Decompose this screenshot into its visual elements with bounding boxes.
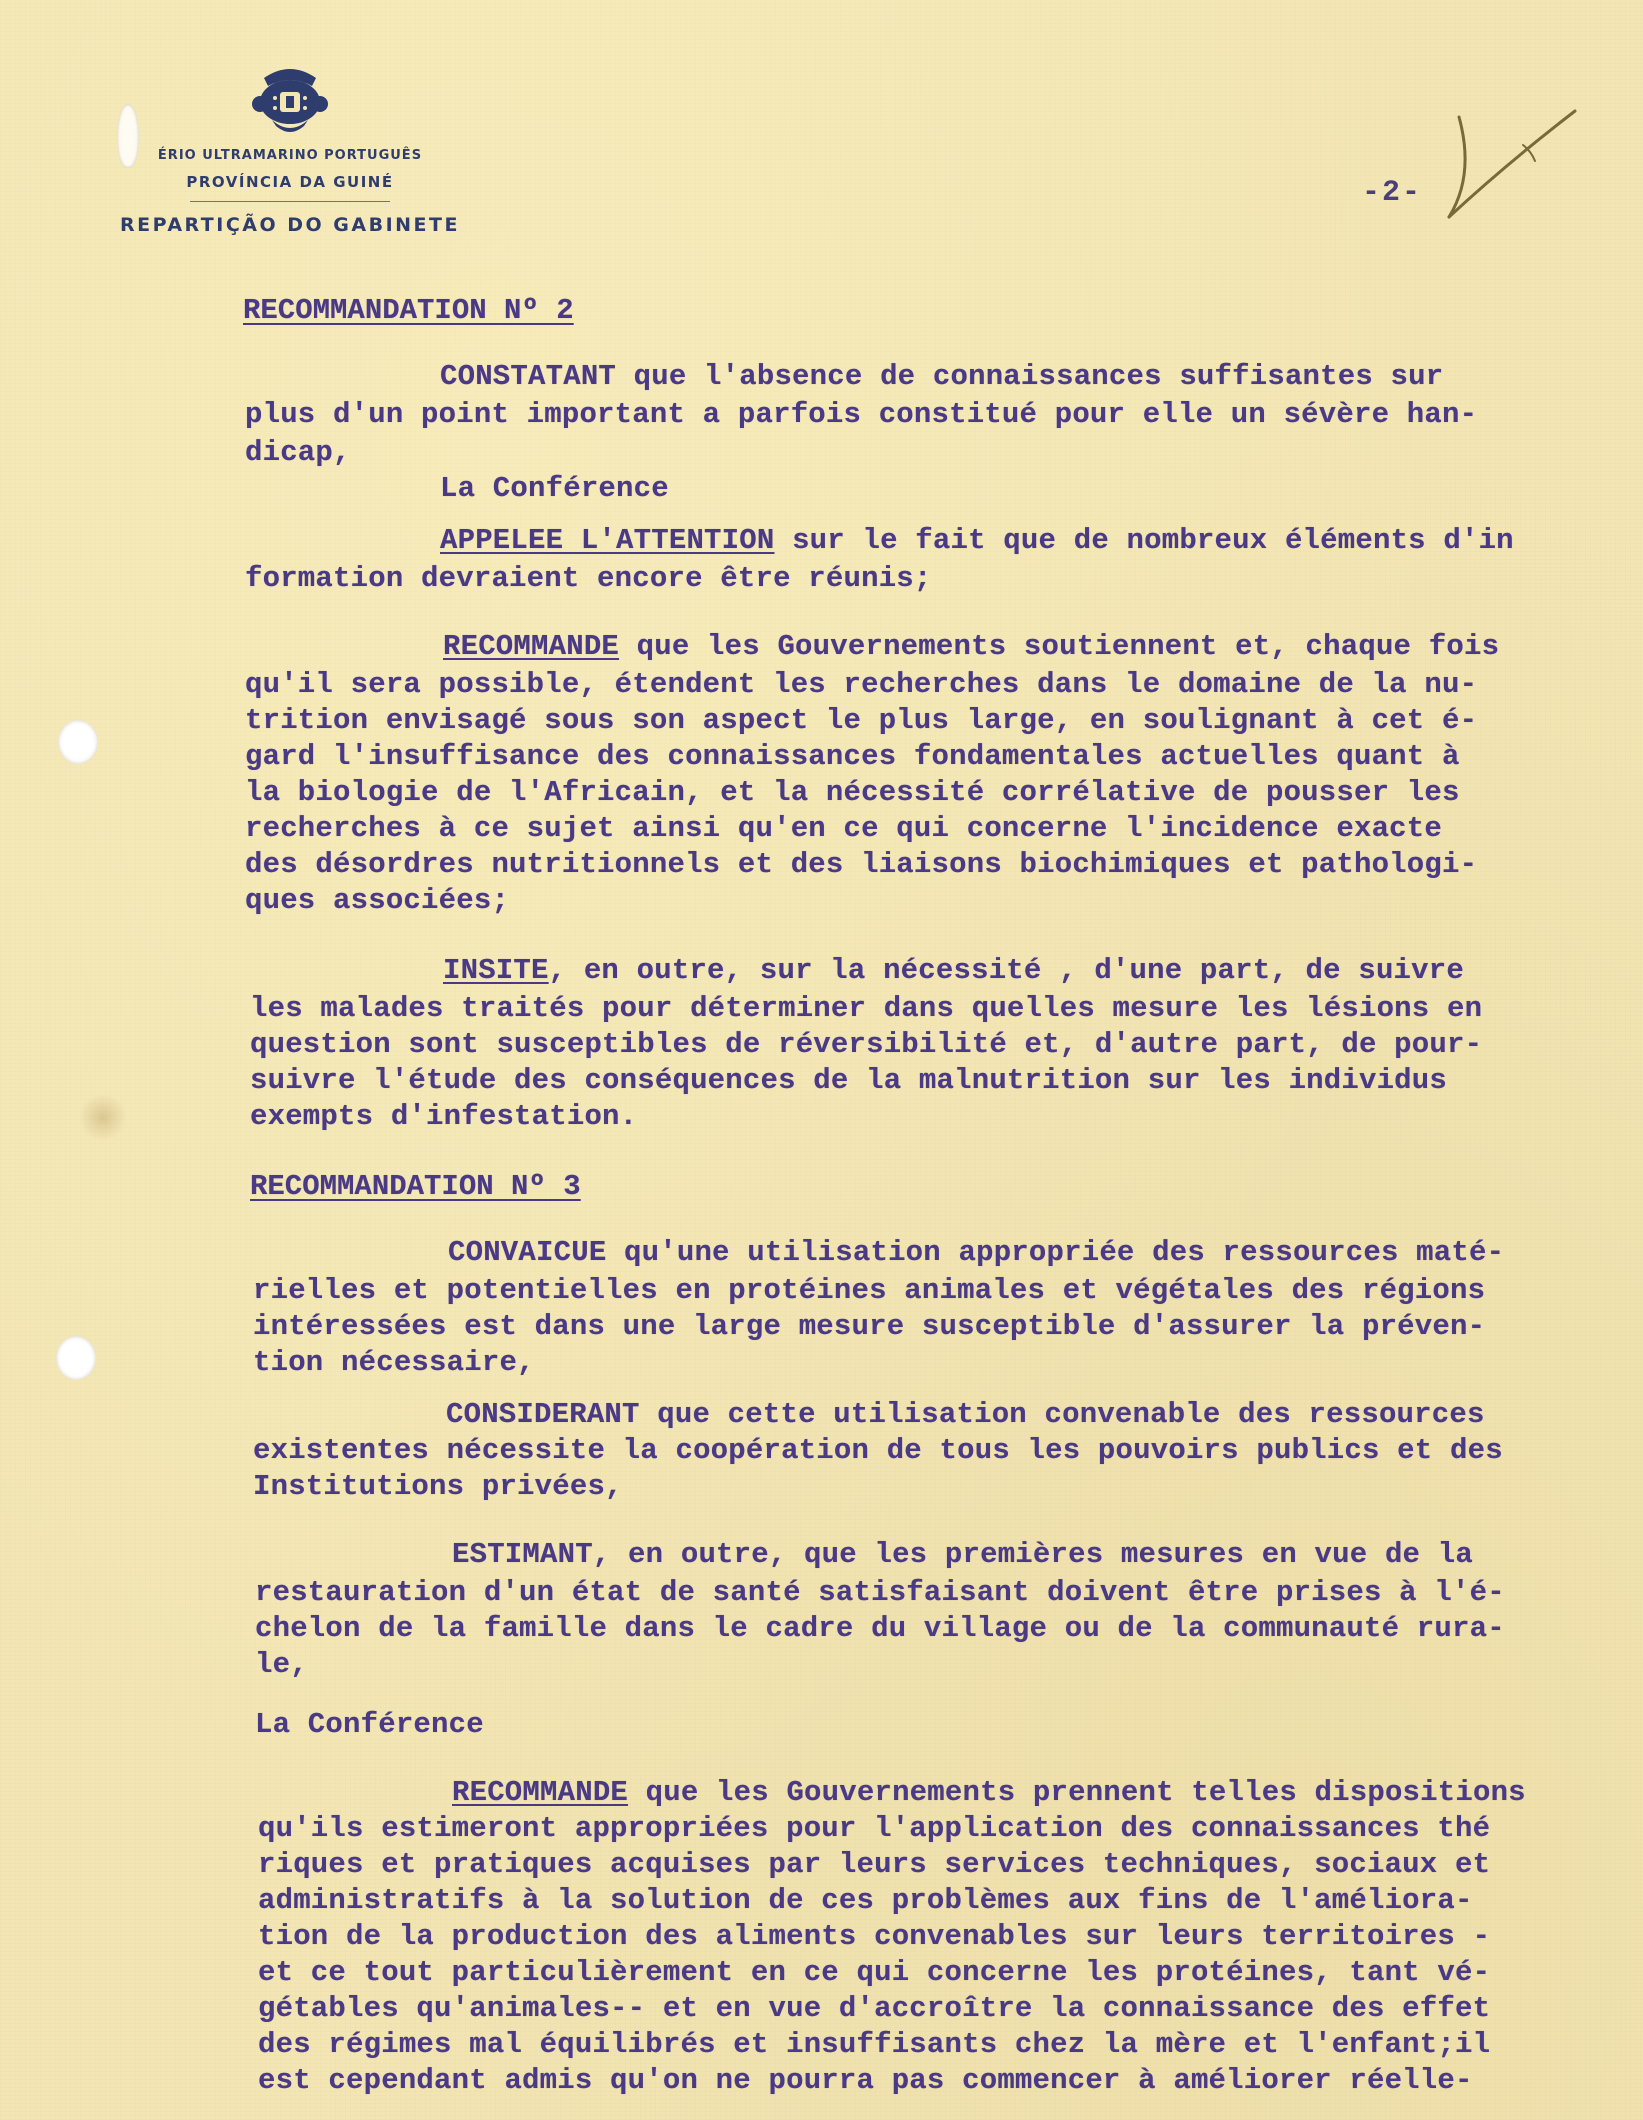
- rec3-p4-line7: gétables qu'animales-- et en vue d'accroître la connaissance des effet: [258, 1992, 1491, 2025]
- rec2-p3-line1: RECOMMANDE que les Gouvernements soutiennent et, chaque fois: [443, 630, 1500, 663]
- rec3-p1-keyword: CONVAICUE: [448, 1236, 607, 1269]
- rec3-p2-line1: CONSIDERANT que cette utilisation convenable des ressources: [446, 1398, 1485, 1431]
- rec2-p4-line4: suivre l'étude des conséquences de la malnutrition sur les individus: [250, 1064, 1447, 1097]
- rec3-p3-line3: chelon de la famille dans le cadre du village ou de la communauté rura-: [255, 1612, 1505, 1645]
- rec2-p4-line2: les malades traités pour déterminer dans quelles mesure les lésions en: [250, 992, 1483, 1025]
- rec3-p4-line9: est cependant admis qu'on ne pourra pas commencer à améliorer réelle-: [258, 2064, 1473, 2097]
- rec2-conference: La Conférence: [440, 472, 669, 505]
- page-number: -2-: [1362, 176, 1423, 210]
- rec3-p2-line2: existentes nécessite la coopération de tous les pouvoirs publics et des: [253, 1434, 1503, 1467]
- rec3-p4-line8: des régimes mal équilibrés et insuffisants chez la mère et l'enfant;il: [258, 2028, 1491, 2061]
- rec3-p4-line4: administratifs à la solution de ces problèmes aux fins de l'améliora-: [258, 1884, 1473, 1917]
- rec3-p4-line6: et ce tout particulièrement en ce qui concerne les protéines, tant vé-: [258, 1956, 1491, 1989]
- letterhead-empire: ÉRIO ULTRAMARINO PORTUGUÊS: [157, 148, 423, 163]
- rec2-p3-line8: ques associées;: [245, 884, 510, 917]
- rec2-p4-line3: question sont susceptibles de réversibilité et, d'autre part, de pour-: [250, 1028, 1483, 1061]
- rec3-p2-keyword: CONSIDERANT: [446, 1398, 640, 1431]
- rec3-p3-line1: ESTIMANT, en outre, que les premières mesures en vue de la: [452, 1538, 1473, 1571]
- rec3-p4-line1: RECOMMANDE que les Gouvernements prennent telles dispositions: [452, 1776, 1526, 1809]
- rec2-p1-line2: plus d'un point important a parfois constitué pour elle un sévère han-: [245, 398, 1478, 431]
- rec2-p1-line3: dicap,: [245, 436, 351, 469]
- rec2-p3-line5: la biologie de l'Africain, et la nécessité corrélative de pousser les: [245, 776, 1460, 809]
- rec3-heading: RECOMMANDATION Nº 3: [250, 1170, 581, 1203]
- rec3-p4-line5: tion de la production des aliments convenables sur leurs territoires -: [258, 1920, 1491, 1953]
- rec2-p4-line5: exempts d'infestation.: [250, 1100, 638, 1133]
- rec2-p3-line4: gard l'insuffisance des connaissances fondamentales actuelles quant à: [245, 740, 1460, 773]
- rec2-p1-line1: CONSTATANT que l'absence de connaissances suffisantes sur: [440, 360, 1444, 393]
- rec3-conference: La Conférence: [255, 1708, 484, 1741]
- rec2-p1-keyword: CONSTATANT: [440, 360, 617, 393]
- rec2-p3-line6: recherches à ce sujet ainsi qu'en ce qui concerne l'incidence exacte: [245, 812, 1442, 845]
- rec3-p3-line2: restauration d'un état de santé satisfaisant doivent être prises à l'é-: [255, 1576, 1505, 1609]
- rec3-p2-line3: Institutions privées,: [253, 1470, 623, 1503]
- rec3-p1-line2: rielles et potentielles en protéines animales et végétales des régions: [253, 1274, 1486, 1307]
- rec3-p1-line4: tion nécessaire,: [253, 1346, 535, 1379]
- rec2-heading: RECOMMANDATION Nº 2: [243, 294, 574, 327]
- rec2-p4-line1: INSITE, en outre, sur la nécessité , d'une part, de suivre: [443, 954, 1464, 987]
- letterhead-province: PROVÍNCIA DA GUINÉ: [186, 173, 394, 191]
- rec2-p3-line7: des désordres nutritionnels et des liaisons biochimiques et pathologi-: [245, 848, 1478, 881]
- rec3-p4-line3: riques et pratiques acquises par leurs services techniques, sociaux et: [258, 1848, 1491, 1881]
- rec2-p2-line1: APPELEE L'ATTENTION sur le fait que de nombreux éléments d'in: [440, 524, 1514, 557]
- rec2-p3-line3: trition envisagé sous son aspect le plus large, en soulignant à cet é-: [245, 704, 1478, 737]
- rec3-p1-line1: CONVAICUE qu'une utilisation appropriée des ressources maté-: [448, 1236, 1505, 1269]
- rec3-p1-line3: intéressées est dans une large mesure susceptible d'assurer la préven-: [253, 1310, 1486, 1343]
- rec3-p3-keyword: ESTIMANT: [452, 1538, 593, 1571]
- rec2-p3-keyword: RECOMMANDE: [443, 630, 620, 663]
- rec2-p2-line2: formation devraient encore être réunis;: [245, 562, 932, 595]
- rec3-p4-line2: qu'ils estimeront appropriées pour l'application des connaissances thé: [258, 1812, 1491, 1845]
- rec3-p4-keyword: RECOMMANDE: [452, 1776, 629, 1809]
- rec2-p3-line2: qu'il sera possible, étendent les recherches dans le domaine de la nu-: [245, 668, 1478, 701]
- rec3-p3-line4: le,: [255, 1648, 308, 1681]
- rec2-p2-keyword: APPELEE L'ATTENTION: [440, 524, 775, 557]
- rec2-p4-keyword: INSITE: [443, 954, 549, 987]
- letterhead-department: REPARTIÇÃO DO GABINETE: [120, 214, 460, 236]
